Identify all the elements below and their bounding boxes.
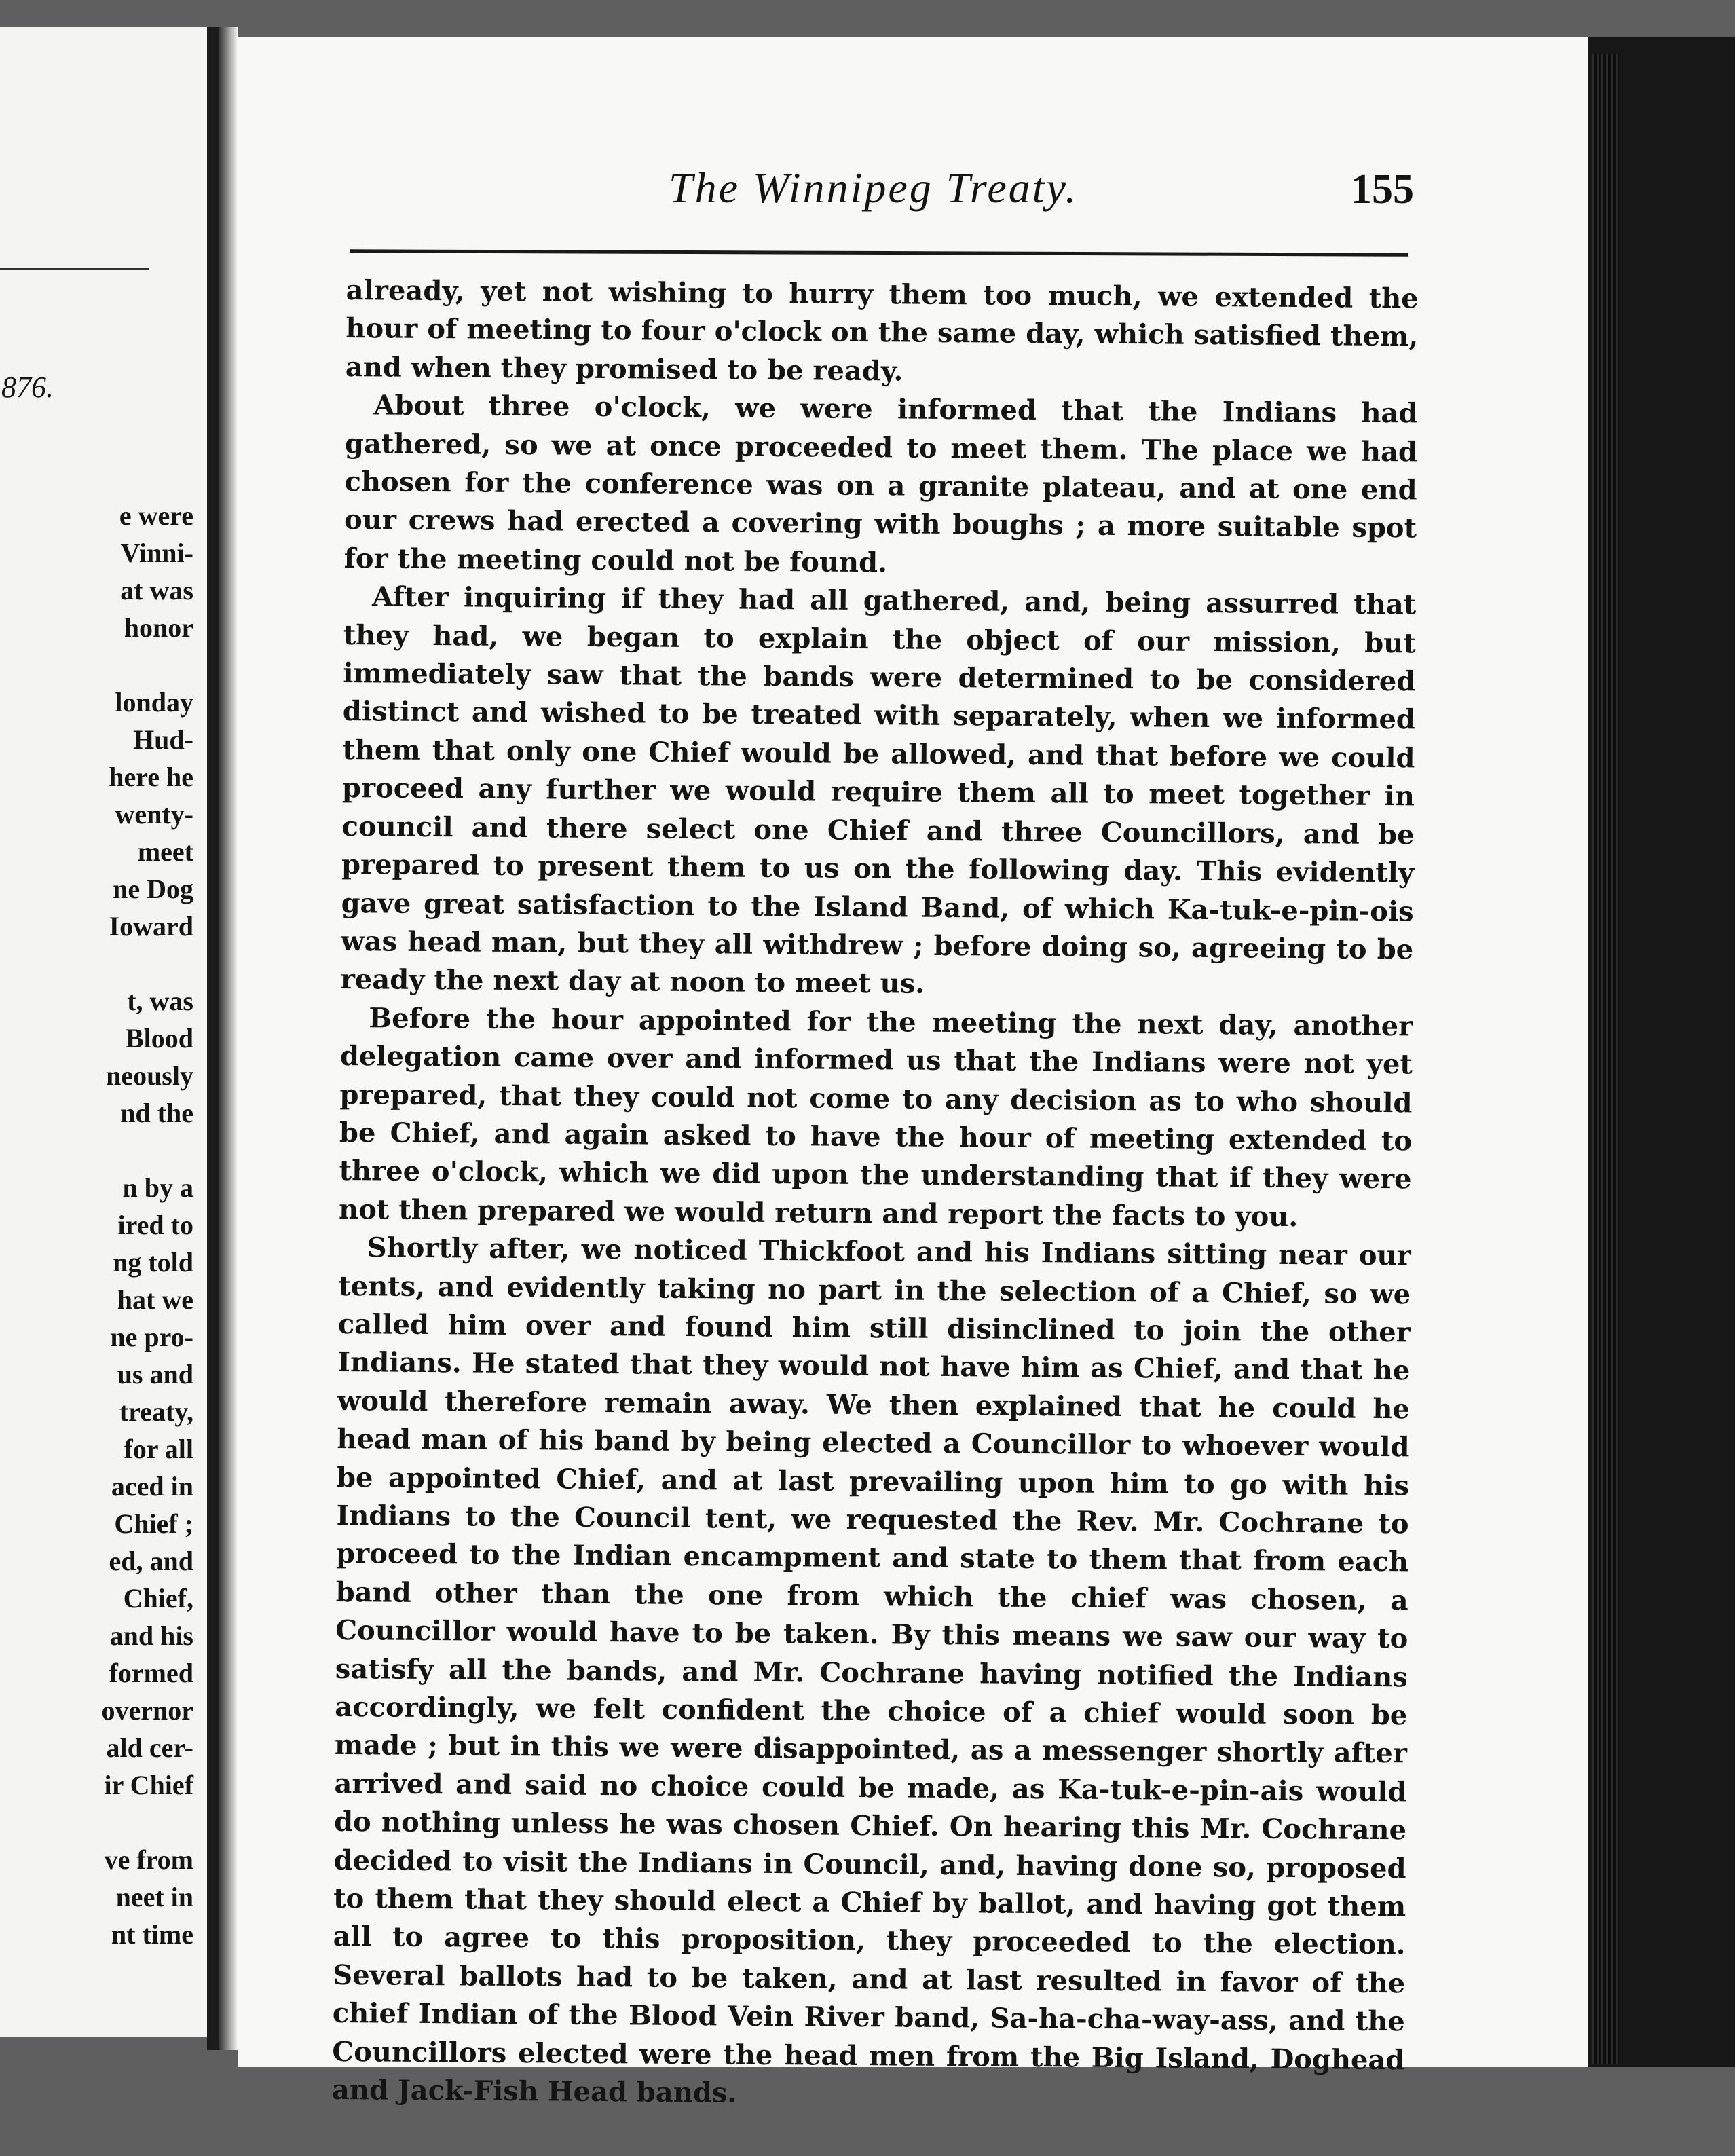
paragraph: Shortly after, we noticed Thickfoot and his Indians sitting near our tents, and evidently taking no part in the selection of a Chief, so we called him over and found him still disinclined to join the other Indians. He stated that they would not have him as Chief, and that he would therefore remain away. We then explained that he could he head man of his band by being elected a Councillor to whoever would be appointed Chief, and at last prevailing upon him to go with his Indians to the Council tent, we requested the Rev. Mr. Cochrane to proceed to the Indian encampment and state to them that from each band other than the one from which the chief was chosen, a Councillor would have to be taken. By this means we saw our way to satisfy all the bands, and Mr. Cochrane having notified the Indians accordingly, we felt confident the choice of a chief would soon be made ; but in this we were disappointed, as a messenger shortly after arrived and said no choice could be made, as Ka-tuk-e-pin-ais would do nothing unless he was chosen Chief. On hearing this Mr. Cochrane decided to visit the Indians in Council, and, having done so, proposed to them that they should elect a Chief by ballot, and having got them all to agree to this proposition, they proceeded to the election. Several ballots had to be taken, and at last resulted in favor of the chief Indian of the Blood Vein River band, Sa-ha-cha-way-ass, and the Councillors elected were the head men from the Big Island, Doghead and Jack-Fish Head bands.	[331, 1231, 1411, 2109]
facing-page-line: Chief ;	[114, 1508, 193, 1539]
facing-page-line: neet in	[115, 1882, 193, 1912]
facing-page-line: meet	[137, 836, 193, 867]
facing-page-line: nd the	[120, 1098, 193, 1128]
facing-page-line: londay	[115, 687, 193, 718]
page-edge-stack	[1592, 54, 1619, 2064]
running-title: The Winnipeg Treaty.	[669, 164, 1079, 212]
facing-page-line: wenty-	[115, 799, 193, 830]
facing-page-line: e were	[119, 500, 193, 531]
facing-page-line: ir Chief	[104, 1770, 193, 1800]
facing-page-line: aced in	[111, 1471, 193, 1502]
facing-page-line: n by a	[122, 1172, 193, 1203]
facing-page-rule	[0, 268, 149, 270]
facing-page-line: ired to	[117, 1210, 193, 1240]
facing-page-line: honor	[124, 612, 193, 643]
paragraph: already, yet not wishing to hurry them too much, we extended the hour of meeting to four o'clock on the same day, which satisfied them, and when they promised to be ready.	[345, 274, 1419, 388]
facing-page-year: 876.	[1, 371, 54, 404]
facing-page-line: formed	[109, 1658, 193, 1688]
facing-page-line: at was	[120, 575, 193, 606]
facing-page-line: Chief,	[123, 1583, 193, 1614]
facing-page-line: neously	[106, 1060, 193, 1091]
facing-page-line: ald cer-	[106, 1732, 193, 1763]
facing-page-line: t, was	[127, 986, 193, 1016]
facing-page-line: us and	[117, 1359, 193, 1390]
facing-page-line: and his	[109, 1620, 193, 1651]
facing-page-line: nt time	[111, 1919, 193, 1950]
facing-page-line: ne Dog	[113, 874, 193, 904]
facing-page-line: Blood	[125, 1023, 193, 1054]
facing-page-line: hat we	[117, 1284, 193, 1315]
facing-page-line: ne pro-	[110, 1322, 193, 1352]
body-text	[332, 272, 1419, 2118]
paragraph: After inquiring if they had all gathered, and, being assurred that they had, we began to explain the object of our mission, but immediately saw that the bands were determined to be considered distinct and wished to be treated with separately, when we informed them that only one Chief would be allowed, and that before we could proceed any further we would require them all to meet together in council and there select one Chief and three Councillors, and be prepared to present them to us on the following day. This evidently gave great satisfaction to the Island Band, of which Ka-tuk-e-pin-ois was head man, but they all withdrew ; before doing so, agreeing to be ready the next day at noon to meet us.	[340, 580, 1417, 1001]
facing-page-line: treaty,	[119, 1396, 193, 1427]
facing-page-line: ed, and	[109, 1546, 193, 1576]
facing-page-line: ve from	[104, 1844, 193, 1875]
facing-page-line: Hud-	[133, 724, 193, 755]
page-number: 155	[1351, 166, 1414, 212]
page-header	[669, 163, 1415, 231]
paragraph: Before the hour appointed for the meeting the next day, another delegation came over and informed us that the Indians were not yet prepared, that they could not come to any decision as to who should be Chief, and again asked to have the hour of meeting extended to three o'clock, which we did upon the understanding that if they were not then prepared we would return and report the facts to you.	[338, 1002, 1413, 1233]
facing-page-line: Ioward	[109, 911, 193, 942]
facing-page-line: Vinni-	[120, 538, 193, 568]
facing-page-line: here he	[109, 762, 193, 792]
book-spine	[207, 27, 219, 2050]
gutter-shadow	[217, 27, 238, 2050]
facing-page-line: for all	[124, 1434, 193, 1464]
facing-page-line: overnor	[101, 1695, 193, 1726]
facing-page-line: ng told	[113, 1247, 193, 1278]
paragraph: About three o'clock, we were informed that the Indians had gathered, so we at once proceeded to meet them. The place we had chosen for the conference was on a granite plateau, and at one end our crews had erected a covering with boughs ; a more suitable spot for the meeting could not be found.	[343, 389, 1418, 579]
